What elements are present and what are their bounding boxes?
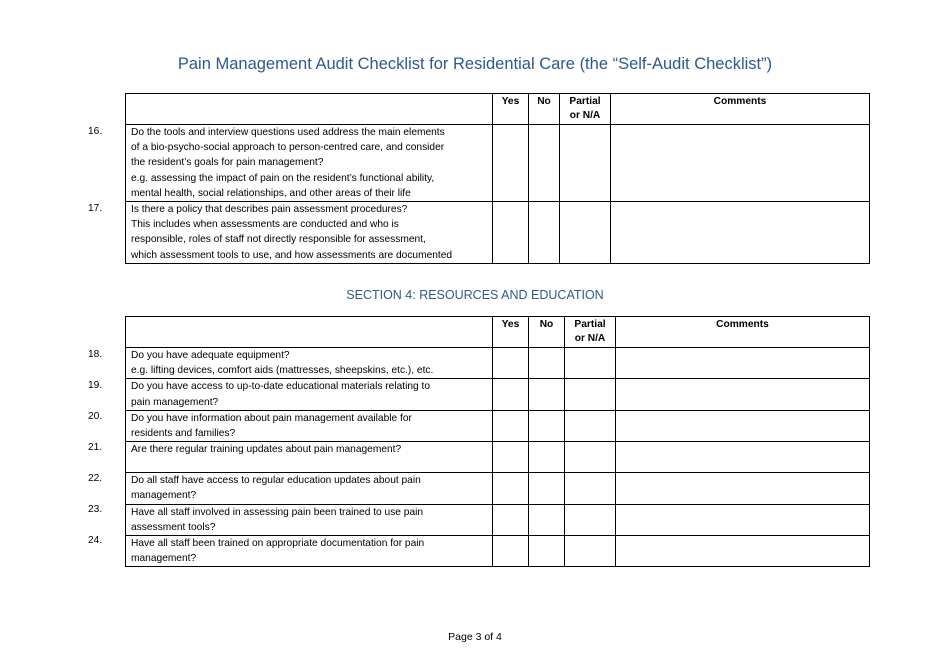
question-cell [126,410,493,441]
table-row [126,379,870,410]
question-cell [126,536,493,567]
question-line: Have all staff involved in assessing pain been trained to use pain [131,506,424,518]
page-number: Page 3 of 4 [448,631,502,643]
question-cell [126,202,493,264]
partial-answer-cell[interactable] [565,348,616,379]
item-number: 23. [88,504,103,515]
table-header-row [126,317,870,348]
question-line: mental health, social relationships, and other areas of their life [131,187,411,199]
no-answer-cell[interactable] [529,442,565,473]
checklist-table-continued [125,93,870,264]
yes-answer-cell[interactable] [493,504,529,535]
question-header-cell [126,317,493,348]
item-number: 24. [88,535,103,546]
table-row [126,410,870,441]
comments-cell[interactable] [616,379,870,410]
question-line: responsible, roles of staff not directly responsible for assessment, [131,234,426,246]
yes-column-header: Yes [493,94,529,125]
partial-answer-cell[interactable] [565,504,616,535]
comments-cell[interactable] [611,125,870,202]
question-line: Are there regular training updates about pain management? [131,444,402,456]
comments-column-header: Comments [611,94,870,125]
no-column-header: No [529,317,565,348]
question-line: residents and families? [131,428,236,440]
yes-answer-cell[interactable] [493,442,529,473]
question-line: the resident’s goals for pain management? [131,157,324,169]
partial-header-line: Partial [574,319,606,330]
no-answer-cell[interactable] [529,125,560,202]
no-answer-cell[interactable] [529,536,565,567]
no-answer-cell[interactable] [529,202,560,264]
partial-answer-cell[interactable] [565,410,616,441]
table-row [126,125,870,202]
question-header-cell [126,94,493,125]
partial-answer-cell[interactable] [565,379,616,410]
item-number: 19. [88,380,103,391]
question-line: which assessment tools to use, and how assessments are documented [131,249,453,261]
partial-answer-cell[interactable] [560,125,611,202]
item-number: 16. [88,126,103,137]
partial-answer-cell[interactable] [565,473,616,504]
question-cell [126,348,493,379]
question-line: Do you have adequate equipment? [131,350,290,361]
item-number: 22. [88,473,103,484]
table-row [126,473,870,504]
partial-header-line: Partial [569,96,601,107]
question-cell [126,504,493,535]
question-cell [126,473,493,504]
partial-header-line: or N/A [569,110,601,121]
partial-answer-cell[interactable] [565,536,616,567]
table-row [126,504,870,535]
comments-cell[interactable] [616,504,870,535]
no-answer-cell[interactable] [529,504,565,535]
yes-column-header: Yes [493,317,529,348]
section-4-checklist-table [125,316,870,567]
question-line: Do the tools and interview questions used address the main elements [131,127,445,138]
yes-answer-cell[interactable] [493,202,529,264]
yes-answer-cell[interactable] [493,473,529,504]
question-line: This includes when assessments are conducted and who is [131,219,399,231]
partial-header-line: or N/A [574,333,606,344]
yes-answer-cell[interactable] [493,379,529,410]
item-number: 18. [88,349,103,360]
partial-answer-cell[interactable] [565,442,616,473]
item-number: 17. [88,203,103,214]
section-heading: SECTION 4: RESOURCES AND EDUCATION [346,288,604,302]
comments-cell[interactable] [616,536,870,567]
question-line: management? [131,553,197,565]
yes-answer-cell[interactable] [493,348,529,379]
table-row [126,202,870,264]
comments-cell[interactable] [616,348,870,379]
comments-cell[interactable] [616,442,870,473]
comments-cell[interactable] [616,473,870,504]
question-line: e.g. lifting devices, comfort aids (mattresses, sheepskins, etc.), etc. [131,365,434,377]
partial-column-header [565,317,616,348]
no-answer-cell[interactable] [529,348,565,379]
comments-cell[interactable] [616,410,870,441]
table-row [126,536,870,567]
table-row [126,442,870,473]
question-line: Do you have information about pain management available for [131,412,412,424]
question-line: Do all staff have access to regular education updates about pain [131,475,421,487]
yes-answer-cell[interactable] [493,410,529,441]
no-column-header: No [529,94,560,125]
question-line: assessment tools? [131,521,216,533]
question-cell [126,442,493,473]
table-header-row [126,94,870,125]
item-number: 21. [88,442,103,453]
question-line: pain management? [131,396,219,408]
question-cell [126,379,493,410]
table-row [126,348,870,379]
question-cell [126,125,493,202]
question-line: management? [131,490,197,502]
no-answer-cell[interactable] [529,473,565,504]
yes-answer-cell[interactable] [493,536,529,567]
comments-column-header: Comments [616,317,870,348]
partial-answer-cell[interactable] [560,202,611,264]
yes-answer-cell[interactable] [493,125,529,202]
no-answer-cell[interactable] [529,379,565,410]
comments-cell[interactable] [611,202,870,264]
no-answer-cell[interactable] [529,410,565,441]
question-line: Have all staff been trained on appropriate documentation for pain [131,538,425,550]
question-line: Do you have access to up-to-date educational materials relating to [131,381,431,393]
partial-column-header [560,94,611,125]
question-line: e.g. assessing the impact of pain on the resident’s functional ability, [131,172,435,184]
document-title: Pain Management Audit Checklist for Residential Care (the “Self-Audit Checklist”) [177,55,773,73]
question-line: Is there a policy that describes pain assessment procedures? [131,204,408,216]
item-number: 20. [88,411,103,422]
question-line: of a bio-psycho-social approach to person-centred care, and consider [131,142,445,154]
